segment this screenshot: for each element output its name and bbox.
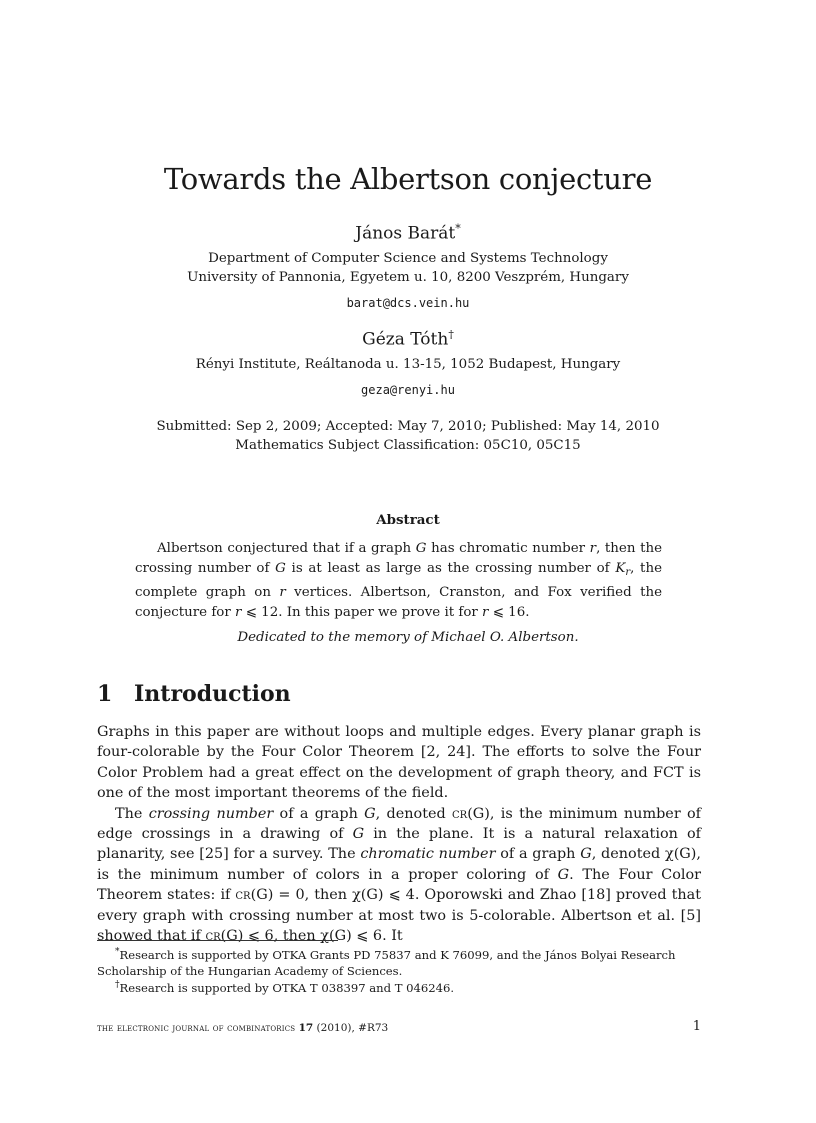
paragraph: Graphs in this paper are without loops and multiple edges. Every planar graph is four-colorable by the Four Color Theorem [2, 24]. The efforts to solve the Four Color Problem had a great effect on the development of graph theory, and FCT is one of the most important theorems of the field. xyxy=(97,724,701,802)
footnote-rule xyxy=(97,940,338,941)
author-email[interactable]: barat@dcs.vein.hu xyxy=(346,296,470,310)
footnote-text: Research is supported by OTKA Grants PD 75837 and K 76099, and the János Bolyai Research Scholarship of the Hungarian Academy of Sciences. xyxy=(97,947,676,978)
author-footnote-mark: * xyxy=(455,222,461,235)
dedication: Dedicated to the memory of Michael O. Albertson. xyxy=(237,630,579,645)
affiliation-line: Department of Computer Science and Systems Technology xyxy=(208,251,608,266)
footnote xyxy=(97,977,701,996)
journal-name: the electronic journal of combinatorics xyxy=(97,1023,296,1034)
author-affiliation: Rényi Institute, Reáltanoda u. 13-15, 1052 Budapest, Hungary xyxy=(195,357,621,372)
introduction-text xyxy=(97,722,701,946)
author-footnote-mark: † xyxy=(448,328,454,341)
journal-issue: (2010), #R73 xyxy=(313,1022,389,1034)
author-name-text: János Barát xyxy=(355,223,456,244)
affiliation-line: University of Pannonia, Egyetem u. 10, 8200 Veszprém, Hungary xyxy=(187,270,629,285)
subject-classification: Mathematics Subject Classification: 05C10, 05C15 xyxy=(235,438,581,453)
footnote-text: Research is supported by OTKA T 038397 and T 046246. xyxy=(119,980,455,995)
abstract-text: Albertson conjectured that if a graph G has chromatic number r, then the crossing number of G is at least as large as the crossing number of $K_r$, the complete graph on r vertices. Albertson, Cranston, and Fox verified the conjecture for r ⩽ 12. In this paper we prove it for r ⩽ 16. xyxy=(135,541,662,621)
section-heading xyxy=(97,681,291,707)
footnote-mark: † xyxy=(115,980,120,990)
author-email[interactable]: geza@renyi.hu xyxy=(361,383,455,397)
author-name xyxy=(0,328,816,350)
author-affiliation xyxy=(0,249,816,287)
paragraph: The crossing number of a graph G, denoted cr(G), is the minimum number of edge crossings in a drawing of G in the plane. It is a natural relaxation of planarity, see [25] for a survey. The chromatic number of a graph G, denoted χ(G), is the minimum number of colors in a proper coloring of G. The Four Color Theorem states: if cr(G) = 0, then χ(G) ⩽ 4. Oporowski and Zhao [18] proved that every graph with crossing number at most two is 5-colorable. Albertson et al. [5] showed that if cr(G) ⩽ 6, then χ(G) ⩽ 6. It xyxy=(97,805,702,945)
author-name-text: Géza Tóth xyxy=(362,329,449,350)
footnote-mark: * xyxy=(115,947,120,957)
section-number: 1 xyxy=(97,681,113,707)
author-name xyxy=(0,222,816,244)
journal-footer xyxy=(97,1022,701,1034)
section-title: Introduction xyxy=(134,681,291,707)
journal-volume: 17 xyxy=(298,1022,314,1034)
abstract-heading: Abstract xyxy=(376,512,440,528)
footnote xyxy=(97,944,701,979)
paper-title: Towards the Albertson conjecture xyxy=(163,162,653,196)
page-number: 1 xyxy=(692,1019,701,1034)
submission-dates: Submitted: Sep 2, 2009; Accepted: May 7, 2010; Published: May 14, 2010 xyxy=(156,419,660,434)
